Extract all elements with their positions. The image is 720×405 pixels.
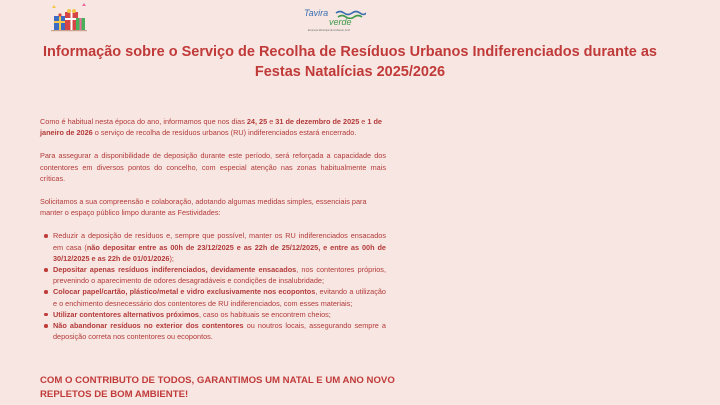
list-item: Não abandonar resíduos no exterior dos contentores ou noutros locais, assegurando sempre a deposição correta nos contentores ou ecopontos. <box>53 321 386 342</box>
list-item: Reduzir a deposição de resíduos e, sempre que possível, manter os RU indiferenciados ensacados em casa (não depositar entre as 00h de 23/12/2025 e as 22h de 25/12/2025, e entre as 00h de 30/12/2025 e as 22h de 01/01/2026); <box>53 231 386 263</box>
page-title: Informação sobre o Serviço de Recolha de Resíduos Urbanos Indiferenciados durante as Festas Natalícias 2025/2026 <box>43 44 657 80</box>
tavira-verde-logo <box>304 8 366 32</box>
measures-list <box>40 230 386 342</box>
christmas-gifts-icon <box>50 2 88 32</box>
paragraph-capacity: Para assegurar a disponibilidade de deposição durante este período, será reforçada a capacidade dos contentores em diversos pontos do concelho, com especial atenção nas zonas habitualmente mais críticas. <box>40 151 386 183</box>
list-item: Utilizar contentores alternativos próximos, caso os habituais se encontrem cheios; <box>53 309 386 320</box>
logo-word-verde: verde <box>329 17 352 27</box>
paragraph-request: Solicitamos a sua compreensão e colaboração, adotando algumas medidas simples, essenciais para manter o espaço público limpo durante as Festividades: <box>40 197 367 218</box>
list-item: Depositar apenas resíduos indiferenciados, devidamente ensacados, nos contentores próprios, prevenindo o aparecimento de odores desagradáveis e condições de insalubridade; <box>53 265 386 286</box>
paragraph-closure-dates: Como é habitual nesta época do ano, informamos que nos dias 24, 25 e 31 de dezembro de 2025 e 1 de janeiro de 2026 o serviço de recolha de resíduos urbanos (RU) indiferenciados estará encerrado. <box>40 117 382 138</box>
logo-tagline: Empresa Municipal de Ambiente, E.M. <box>308 29 351 32</box>
notice-body <box>40 116 386 342</box>
list-item: Colocar papel/cartão, plástico/metal e vidro exclusivamente nos ecopontos, evitando a utilização e o enchimento desnecessário dos contentores de RU indiferenciados, com esses materiais; <box>53 287 386 308</box>
closing-message: COM O CONTRIBUTO DE TODOS, GARANTIMOS UM NATAL E UM ANO NOVO REPLETOS DE BOM AMBIENTE! <box>40 375 395 400</box>
logo-word-tavira: Tavira <box>304 8 329 18</box>
